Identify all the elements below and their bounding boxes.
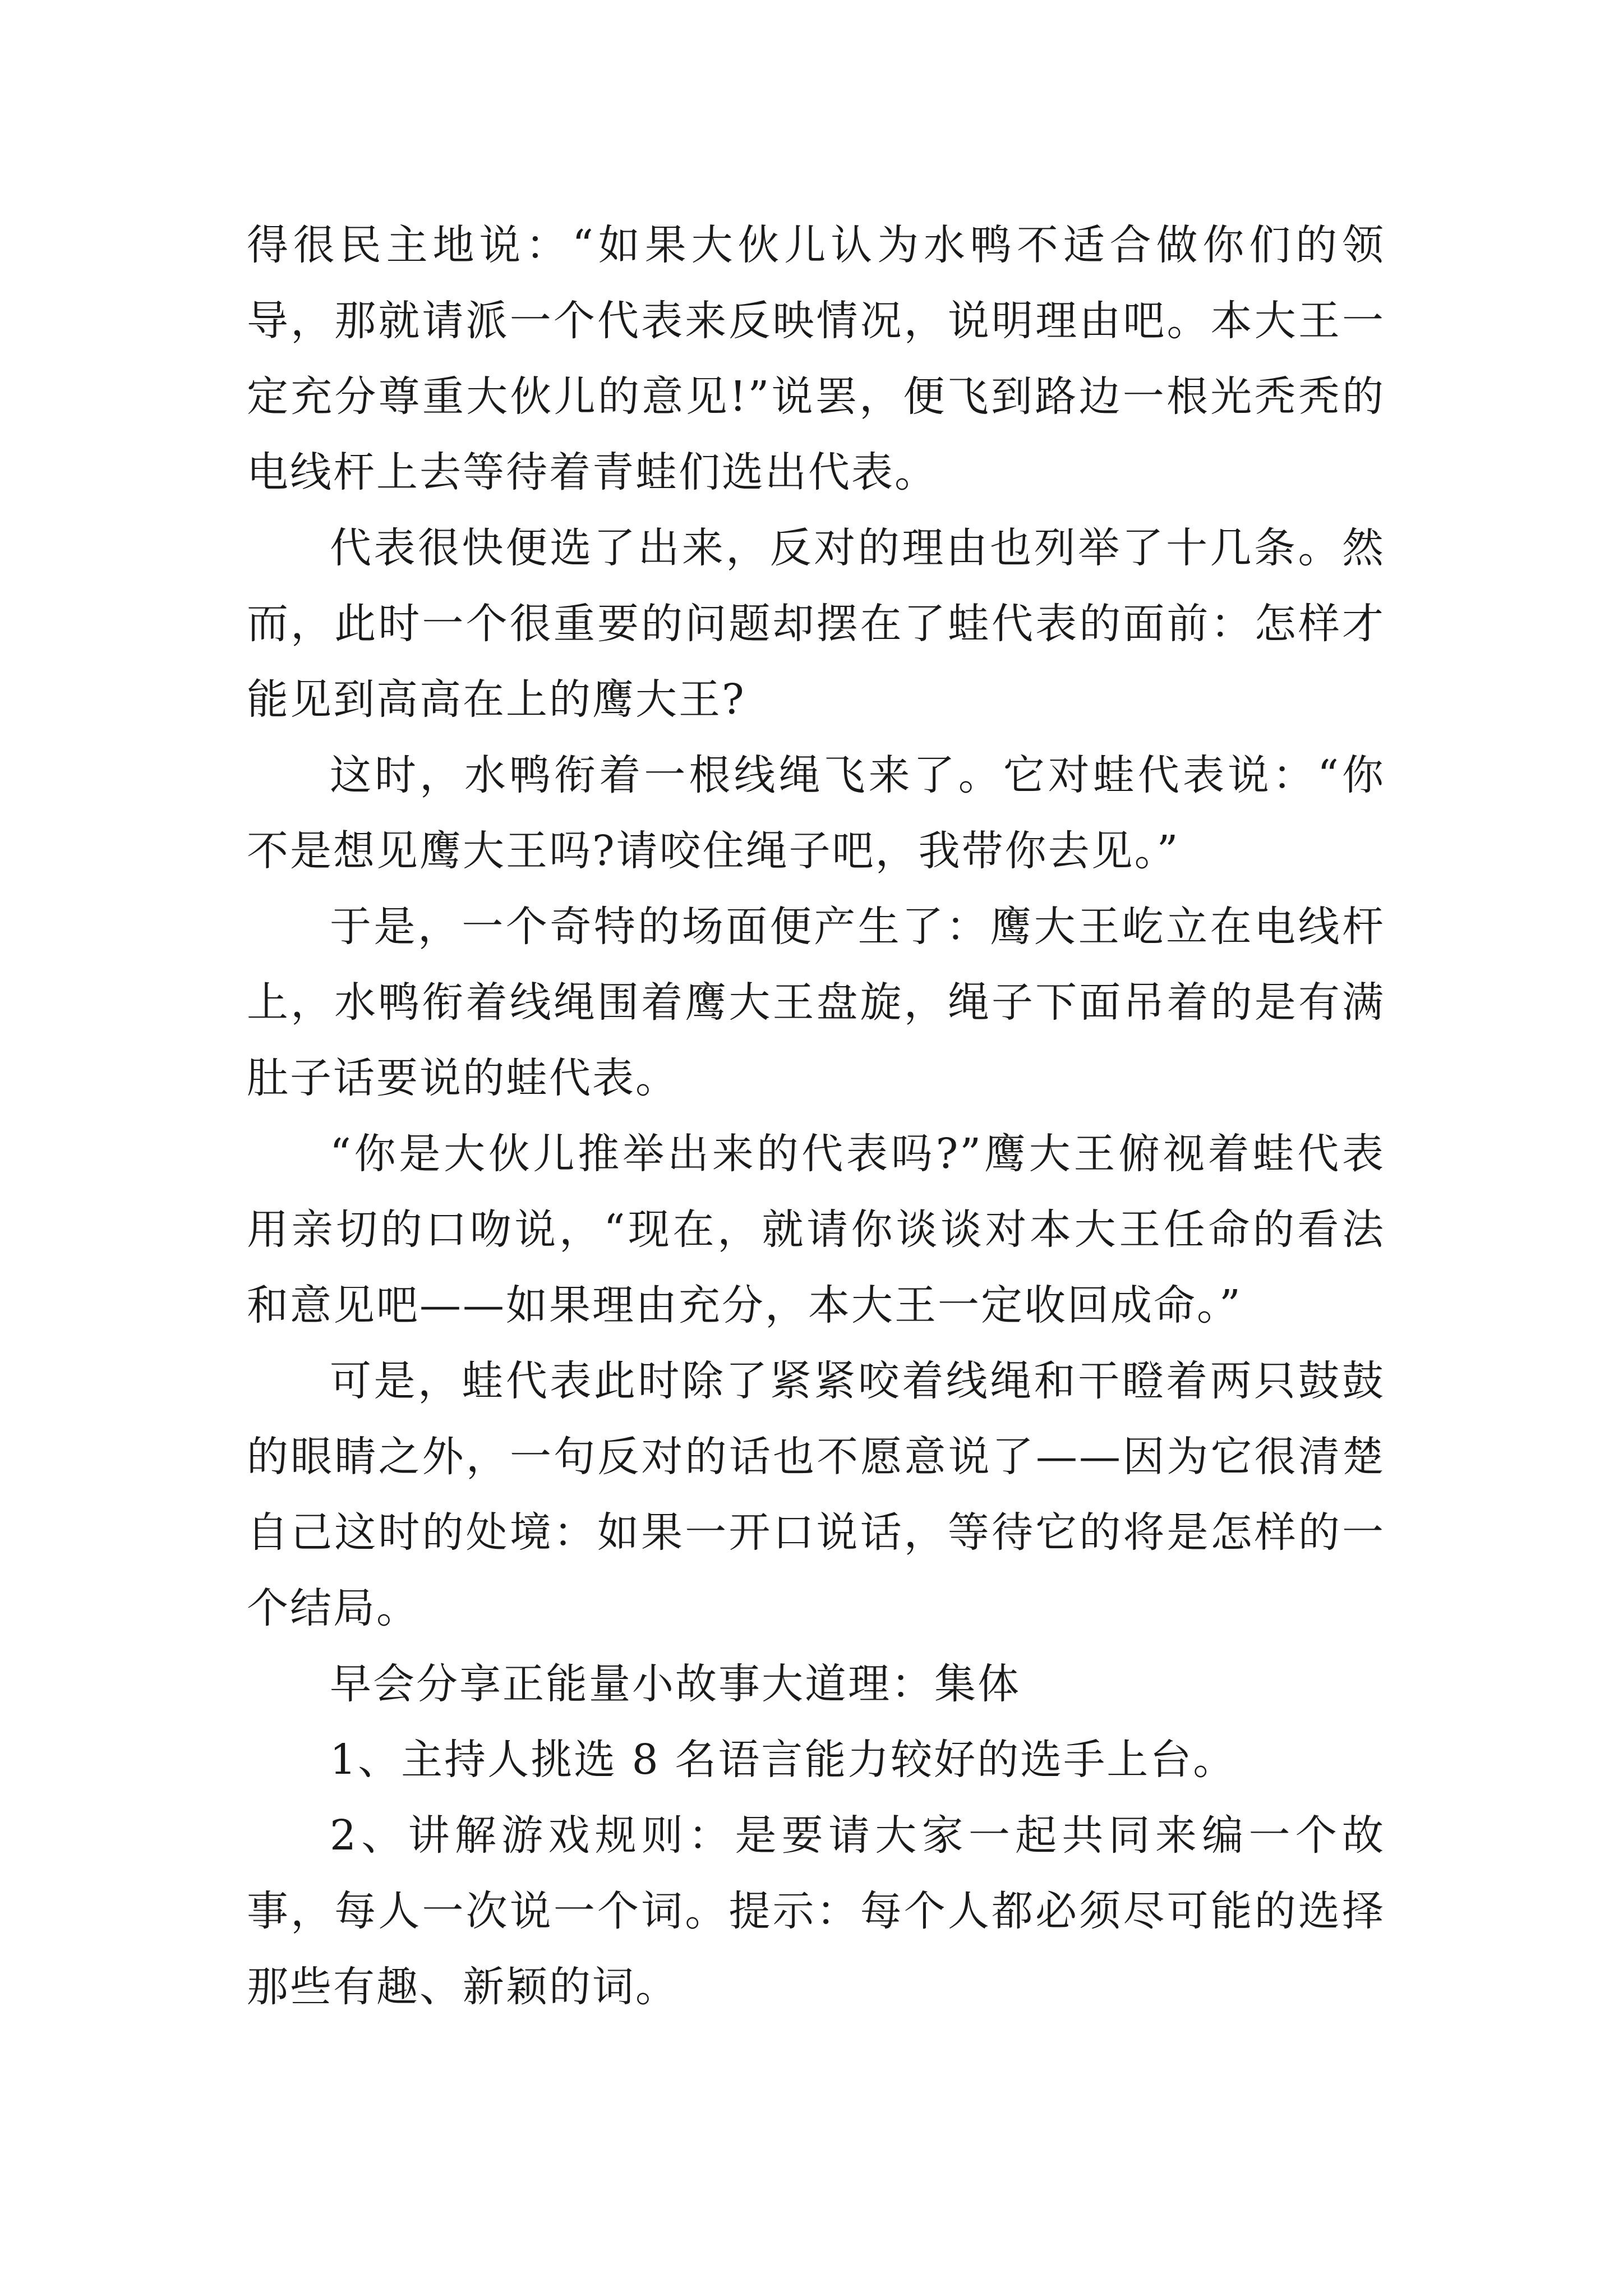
paragraph-2: 代表很快便选了出来，反对的理由也列举了十几条。然而，此时一个很重要的问题却摆在了蛙代表的面前：怎样才能见到高高在上的鹰大王? bbox=[247, 524, 1385, 724]
paragraph-5: “你是大伙儿推举出来的代表吗?”鹰大王俯视着蛙代表用亲切的口吻说，“现在，就请你谈谈对本大王任命的看法和意见吧——如果理由充分，本大王一定收回成命。” bbox=[247, 1130, 1385, 1329]
section-heading: 早会分享正能量小故事大道理：集体 bbox=[330, 1660, 1021, 1708]
list-item-1: 1、主持人挑选 8 名语言能力较好的选手上台。 bbox=[330, 1736, 1237, 1784]
paragraph-4: 于是，一个奇特的场面便产生了：鹰大王屹立在电线杆上，水鸭衔着线绳围着鹰大王盘旋，绳子下面吊着的是有满肚子话要说的蛙代表。 bbox=[247, 903, 1385, 1102]
document-body bbox=[247, 208, 1385, 2025]
paragraph-6: 可是，蛙代表此时除了紧紧咬着线绳和干瞪着两只鼓鼓的眼睛之外，一句反对的话也不愿意说了——因为它很清楚自己这时的处境：如果一开口说话，等待它的将是怎样的一个结局。 bbox=[247, 1357, 1385, 1632]
list-item-2: 2、讲解游戏规则：是要请大家一起共同来编一个故事，每人一次说一个词。提示：每个人都必须尽可能的选择那些有趣、新颖的词。 bbox=[247, 1811, 1385, 2011]
paragraph-1: 得很民主地说：“如果大伙儿认为水鸭不适合做你们的领导，那就请派一个代表来反映情况，说明理由吧。本大王一定充分尊重大伙儿的意见!”说罢，便飞到路边一根光秃秃的电线杆上去等待着青蛙们选出代表。 bbox=[247, 221, 1385, 496]
paragraph-3: 这时，水鸭衔着一根线绳飞来了。它对蛙代表说：“你不是想见鹰大王吗?请咬住绳子吧，我带你去见。” bbox=[247, 751, 1385, 875]
